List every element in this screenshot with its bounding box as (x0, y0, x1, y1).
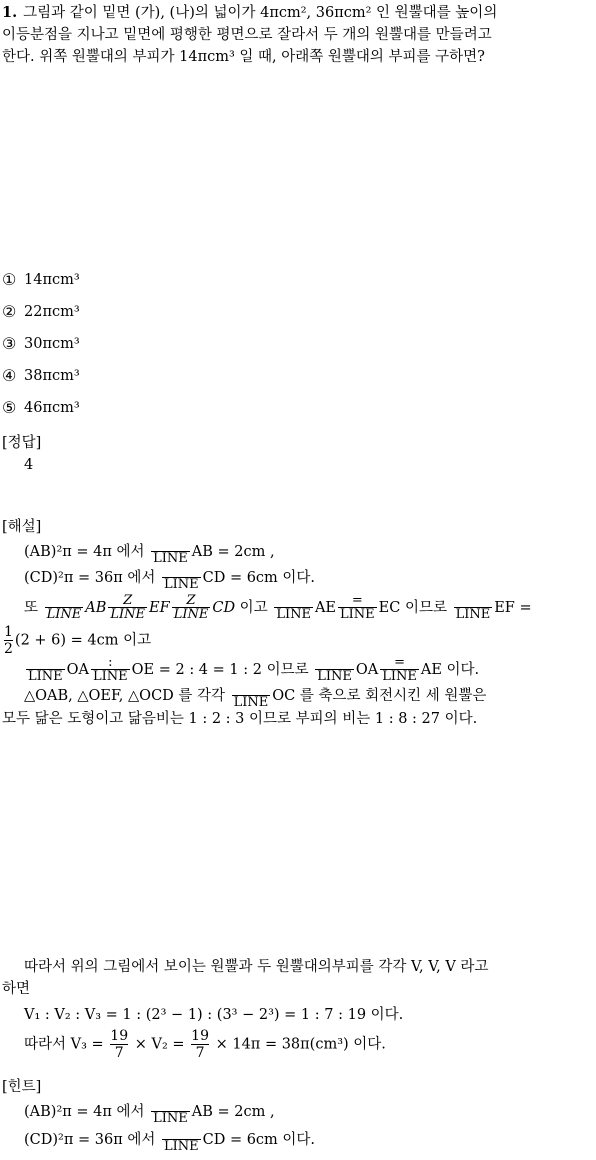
hint-line-2: (CD)²π = 36π 에서 LINE CD = 6cm 이다. (24, 1132, 316, 1154)
choice-1[interactable]: ① 14πcm³ (2, 270, 80, 289)
explanation-line-10: V₁ : V₂ : V₃ = 1 : (2³ − 1) : (3³ − 2³) = 1 : 7 : 19 이다. (24, 1007, 404, 1023)
choice-3[interactable]: ③ 30πcm³ (2, 334, 80, 353)
question-line-1: 1. 그림과 같이 밑면 (가), (나)의 넓이가 4πcm², 36πcm² 인 원뿔대를 높이의 (2, 4, 498, 21)
choice-4[interactable]: ④ 38πcm³ (2, 366, 80, 385)
explanation-line-8: 따라서 위의 그림에서 보이는 원뿔과 두 원뿔대의부피를 각각 V, V, V 라고 (24, 959, 489, 975)
choice-2[interactable]: ② 22πcm³ (2, 302, 80, 321)
explanation-line-7: 모두 닮은 도형이고 닮음비는 1 : 2 : 3 이므로 부피의 비는 1 : 8 : 27 이다. (2, 711, 478, 727)
question-line-2: 이등분점을 지나고 밑면에 평행한 평면으로 잘라서 두 개의 원뿔대를 만들려고 (2, 27, 492, 43)
explanation-line-6: △OAB, △OEF, △OCD 를 각각 LINE OC 를 축으로 회전시킨 세 원뿔은 (24, 688, 487, 710)
question (2, 2, 592, 68)
explanation-line-4: $\frac{1}{2}$ (2 + 6) = 4cm 이고 (4, 624, 152, 657)
answer-label: [정답] (2, 435, 42, 451)
explanation-label: [해설] (2, 519, 42, 535)
explanation-line-9: 하면 (2, 981, 31, 997)
question-number: 1. (2, 4, 18, 21)
explanation-line-3: 또 LINE AB $\frac{Z}{\text{LINE}}$ EF $\frac{Z}{\text{LINE}}$ CD 이고 LINE AE $\frac{=}{\text{LINE}}$ EC 이므로 LINE EF = (24, 593, 532, 622)
explanation-section (2, 516, 592, 730)
hint-line-1: (AB)²π = 4π 에서 LINE AB = 2cm , (24, 1104, 275, 1126)
hint-section (2, 1076, 592, 1154)
hint-label: [힌트] (2, 1079, 42, 1095)
explanation-continued (2, 956, 592, 1062)
question-line-3: 한다. 위쪽 원뿔대의 부피가 14πcm³ 일 때, 아래쪽 원뿔대의 부피를 구하면? (2, 49, 485, 65)
explanation-line-2: (CD)²π = 36π 에서 LINE CD = 6cm 이다. (24, 570, 316, 592)
explanation-line-5: LINE OA $\frac{:}{\text{LINE}}$ OE = 2 : 4 = 1 : 2 이므로 LINE OA $\frac{=}{\text{LINE}}$ AE 이다. (28, 655, 480, 684)
explanation-line-11: 따라서 V₃ = $\frac{19}{7}$ × V₂ = $\frac{19}{7}$ × 14π = 38π(cm³) 이다. (24, 1028, 386, 1061)
choice-5[interactable]: ⑤ 46πcm³ (2, 398, 80, 417)
explanation-line-1: (AB)²π = 4π 에서 LINE AB = 2cm , (24, 544, 275, 566)
answer-section (2, 432, 592, 476)
answer-value: 4 (24, 457, 34, 473)
choice-list (2, 264, 592, 424)
